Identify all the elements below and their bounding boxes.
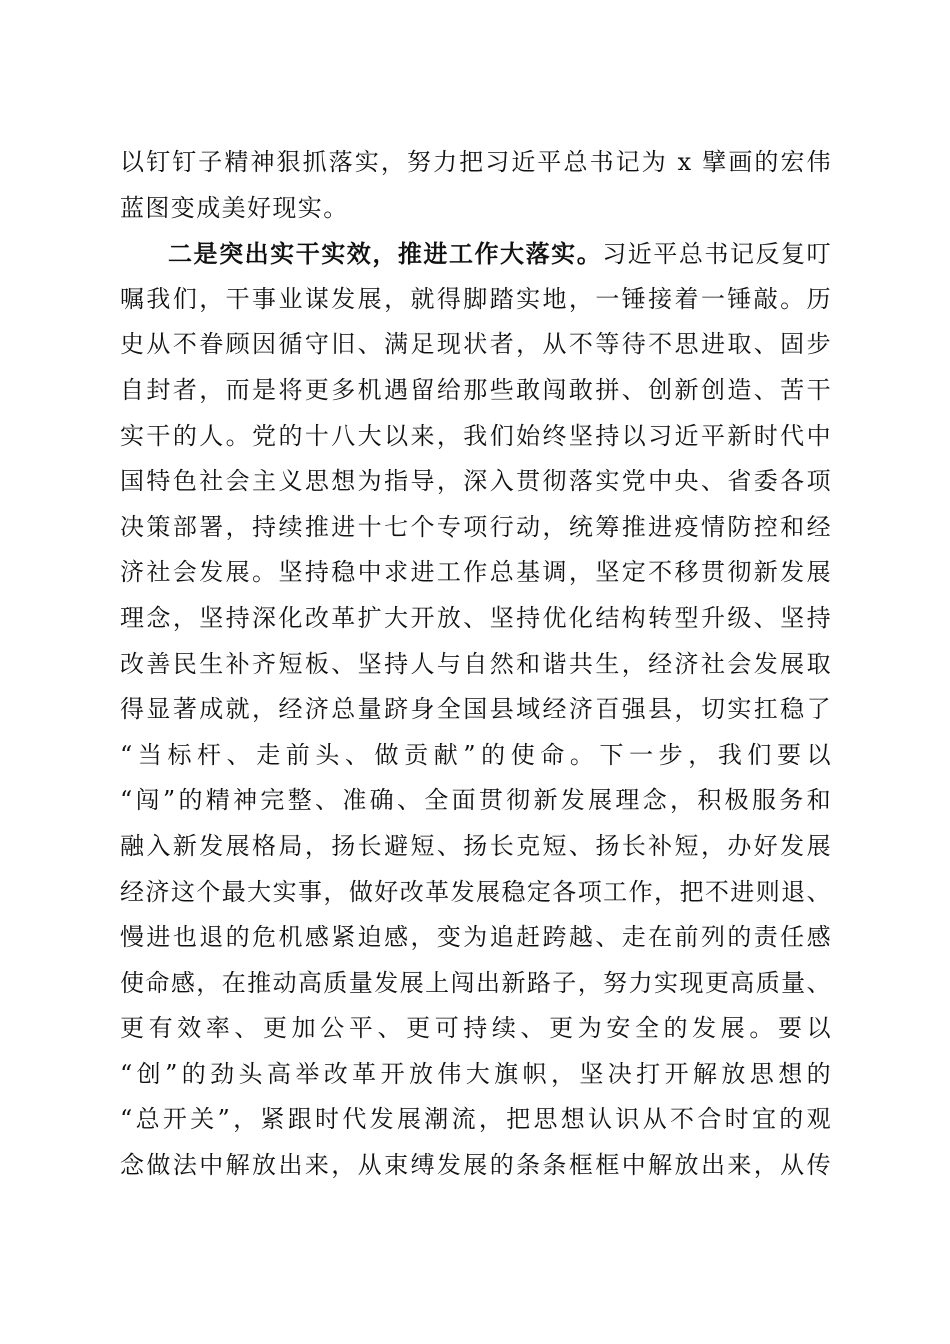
text-line: 济社会发展。坚持稳中求进工作总基调，坚定不移贯彻新发展 [120, 558, 832, 587]
text-line: 国特色社会主义思想为指导，深入贯彻落实党中央、省委各项 [120, 467, 832, 496]
text-line: 念做法中解放出来，从束缚发展的条条框框中解放出来，从传 [120, 1151, 832, 1180]
text-line: “闯”的精神完整、准确、全面贯彻新发展理念，积极服务和 [120, 786, 832, 815]
text-line: 更有效率、更加公平、更可持续、更为安全的发展。要以 [120, 1014, 832, 1043]
text-line: “创”的劲头高举改革开放伟大旗帜，坚决打开解放思想的 [120, 1059, 832, 1088]
paragraph-first-line-text: 习近平总书记反复叮 [602, 240, 832, 269]
text-line: 理念，坚持深化改革扩大开放、坚持优化结构转型升级、坚持 [120, 603, 832, 632]
text-line: 融入新发展格局，扬长避短、扬长克短、扬长补短，办好发展 [120, 831, 832, 860]
text-line: 嘱我们，干事业谋发展，就得脚踏实地，一锤接着一锤敲。历 [120, 284, 832, 313]
body-text [120, 140, 832, 1189]
text-line: 自封者，而是将更多机遇留给那些敢闯敢拼、创新创造、苦干 [120, 375, 832, 404]
text-line: 慢进也退的危机感紧迫感，变为追赶跨越、走在前列的责任感 [120, 923, 832, 952]
text-line: 改善民生补齐短板、坚持人与自然和谐共生，经济社会发展取 [120, 649, 832, 678]
text-line: 得显著成就，经济总量跻身全国县域经济百强县，切实扛稳了 [120, 695, 832, 724]
text-line: 以钉钉子精神狠抓落实，努力把习近平总书记为 x 擘画的宏伟 [120, 148, 832, 176]
text-line: 使命感，在推动高质量发展上闯出新路子，努力实现更高质量、 [120, 968, 832, 997]
text-line: 经济这个最大实事，做好改革发展稳定各项工作，把不进则退、 [120, 877, 832, 906]
text-line: “总开关”，紧跟时代发展潮流，把思想认识从不合时宜的观 [120, 1105, 832, 1134]
text-line: 史从不眷顾因循守旧、满足现状者，从不等待不思进取、固步 [120, 330, 832, 359]
text-line: 蓝图变成美好现实。 [120, 193, 349, 222]
paragraph-heading: 二是突出实干实效，推进工作大落实。 [168, 239, 603, 269]
paragraph-first-line [120, 231, 832, 277]
text-line: 实干的人。党的十八大以来，我们始终坚持以习近平新时代中 [120, 421, 832, 450]
text-line: “当标杆、走前头、做贡献”的使命。下一步，我们要以 [120, 740, 832, 769]
text-line: 决策部署，持续推进十七个专项行动，统筹推进疫情防控和经 [120, 512, 832, 541]
